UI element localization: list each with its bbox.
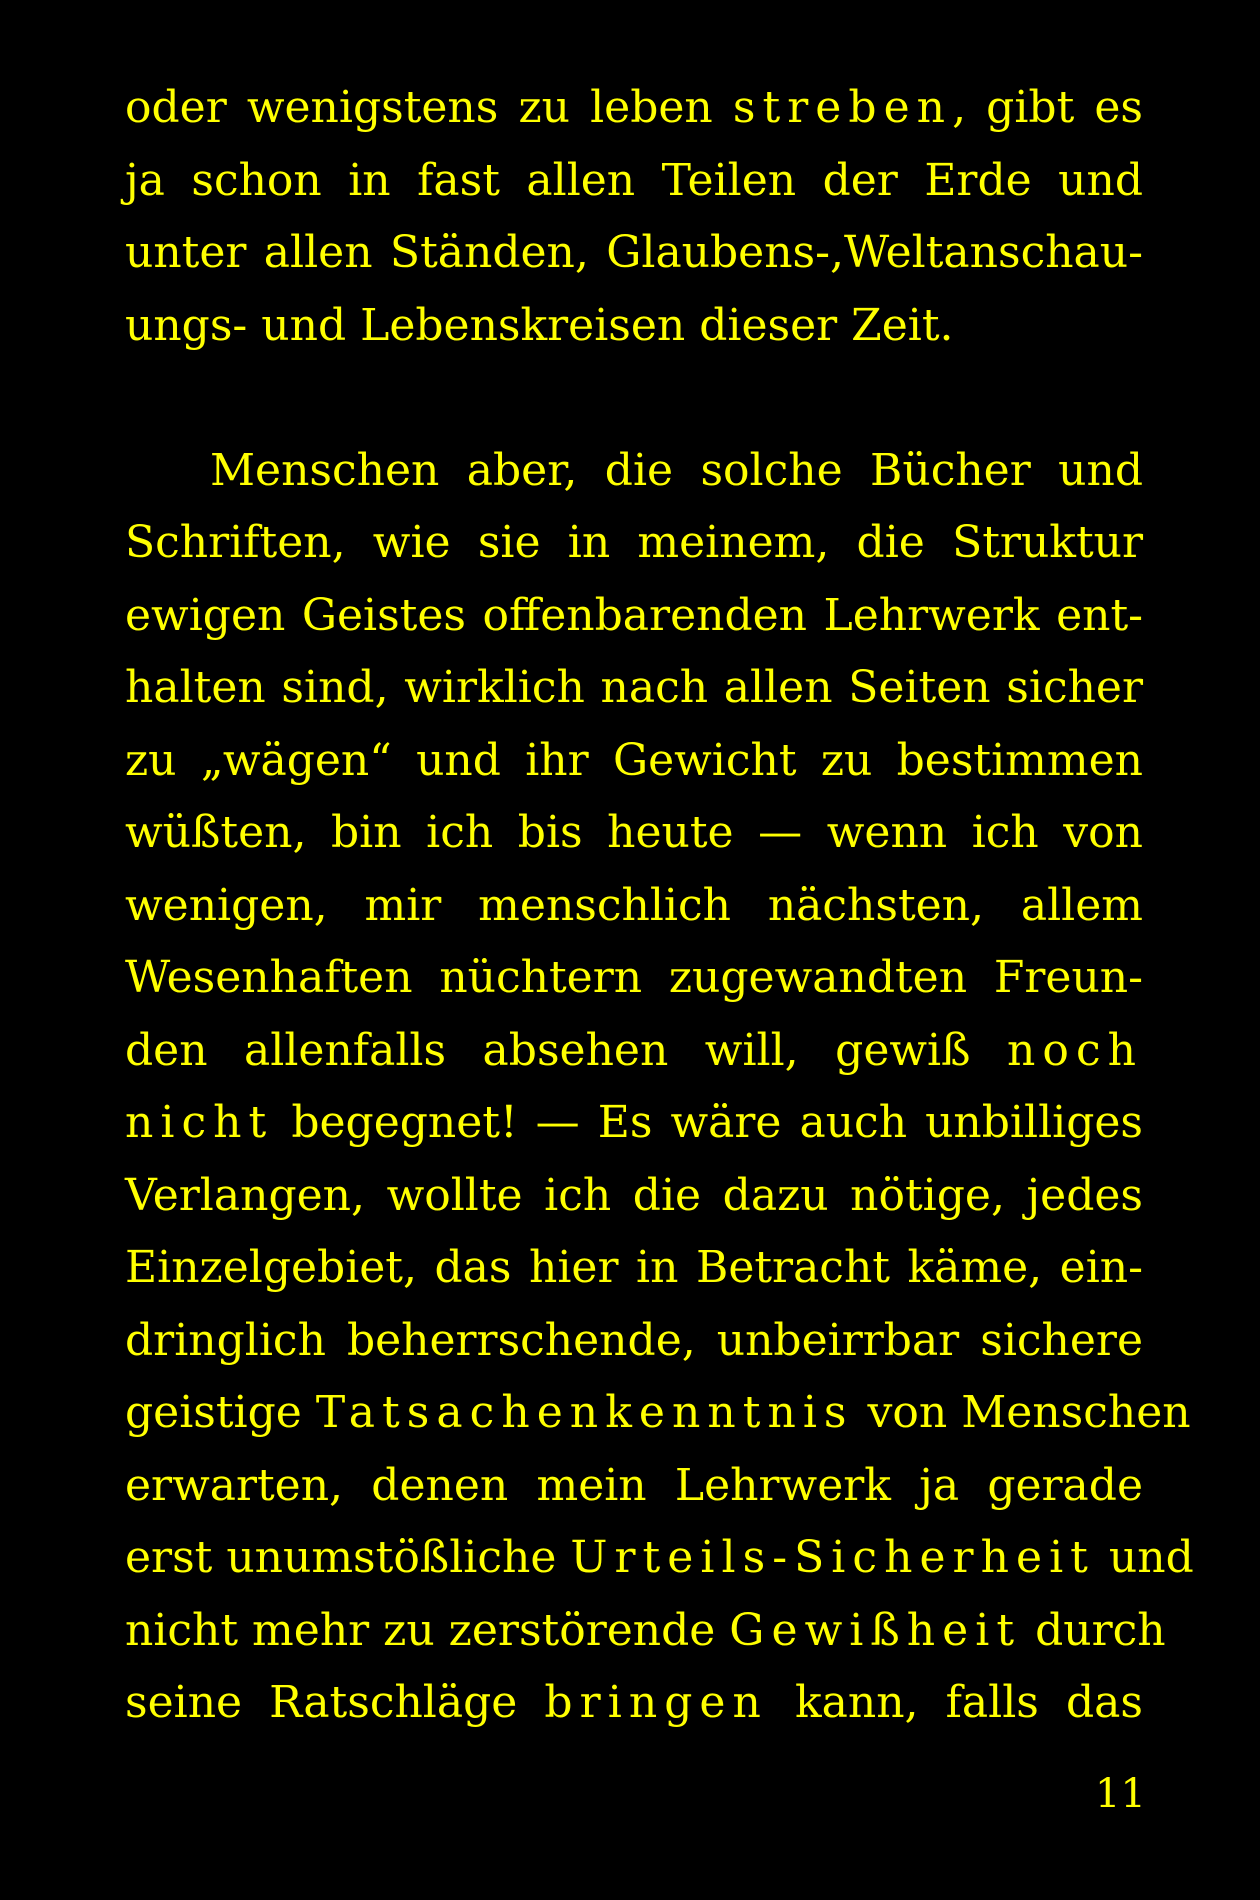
text-line: zu „wägen“ und ihr Gewicht zu bestimmen xyxy=(125,734,1143,786)
text-line: oder wenigstens zu leben streben, gibt es xyxy=(125,82,1143,133)
text-line: dringlich beherrschende, unbeirrbar sichere xyxy=(125,1314,1143,1366)
text-line: unter allen Ständen, Glaubens-,Weltanschau- xyxy=(125,227,1143,278)
text-line: ungs- und Lebenskreisen dieser Zeit. xyxy=(125,299,954,351)
text-line: nicht mehr zu zerstörende Gewißheit durch xyxy=(125,1604,1166,1656)
text-line: Menschen aber, die solche Bücher und xyxy=(210,444,1143,496)
text-line: ja schon in fast allen Teilen der Erde und xyxy=(125,154,1143,206)
text-line: den allenfalls absehen will, gewiß noch xyxy=(125,1024,1143,1076)
paragraph-gap xyxy=(125,362,1143,435)
page-number: 11 xyxy=(1095,1771,1146,1817)
spaced-word: Urteils-Sicherheit xyxy=(570,1532,1095,1583)
text-line: Wesenhaften nüchtern zugewandten Freun- xyxy=(125,952,1143,1003)
text-line: Verlangen, wollte ich die dazu nötige, jedes xyxy=(125,1169,1143,1221)
spaced-word: bringen xyxy=(544,1677,768,1728)
text-line: wüßten, bin ich bis heute — wenn ich von xyxy=(125,807,1143,858)
text-line: halten sind, wirklich nach allen Seiten sicher xyxy=(125,662,1143,713)
spaced-word: streben xyxy=(732,82,953,133)
paragraph xyxy=(125,72,1143,362)
text-line: geistige Tatsachenkenntnis von Menschen xyxy=(125,1387,1191,1438)
text-line: wenigen, mir menschlich nächsten, allem xyxy=(125,879,1143,931)
spaced-word: nicht xyxy=(125,1097,274,1148)
text-line: Einzelgebiet, das hier in Betracht käme, ein- xyxy=(125,1242,1143,1293)
text-line: erst unumstößliche Urteils-Sicherheit und xyxy=(125,1532,1194,1583)
text-line: ewigen Geistes offenbarenden Lehrwerk ent- xyxy=(125,589,1143,641)
spaced-word: noch xyxy=(1007,1024,1143,1076)
text-line: Schriften, wie sie in meinem, die Struktur xyxy=(125,517,1143,568)
paragraph xyxy=(125,435,1194,1740)
text-line: nicht begegnet! — Es wäre auch unbilliges xyxy=(125,1097,1143,1148)
text-line: seine Ratschläge bringen kann, falls das xyxy=(125,1677,1143,1728)
text-line: erwarten, denen mein Lehrwerk ja gerade xyxy=(125,1459,1143,1511)
body-text xyxy=(125,72,1194,1740)
spaced-word: Gewißheit xyxy=(729,1604,1022,1656)
spaced-word: Tatsachenkenntnis xyxy=(315,1387,854,1438)
